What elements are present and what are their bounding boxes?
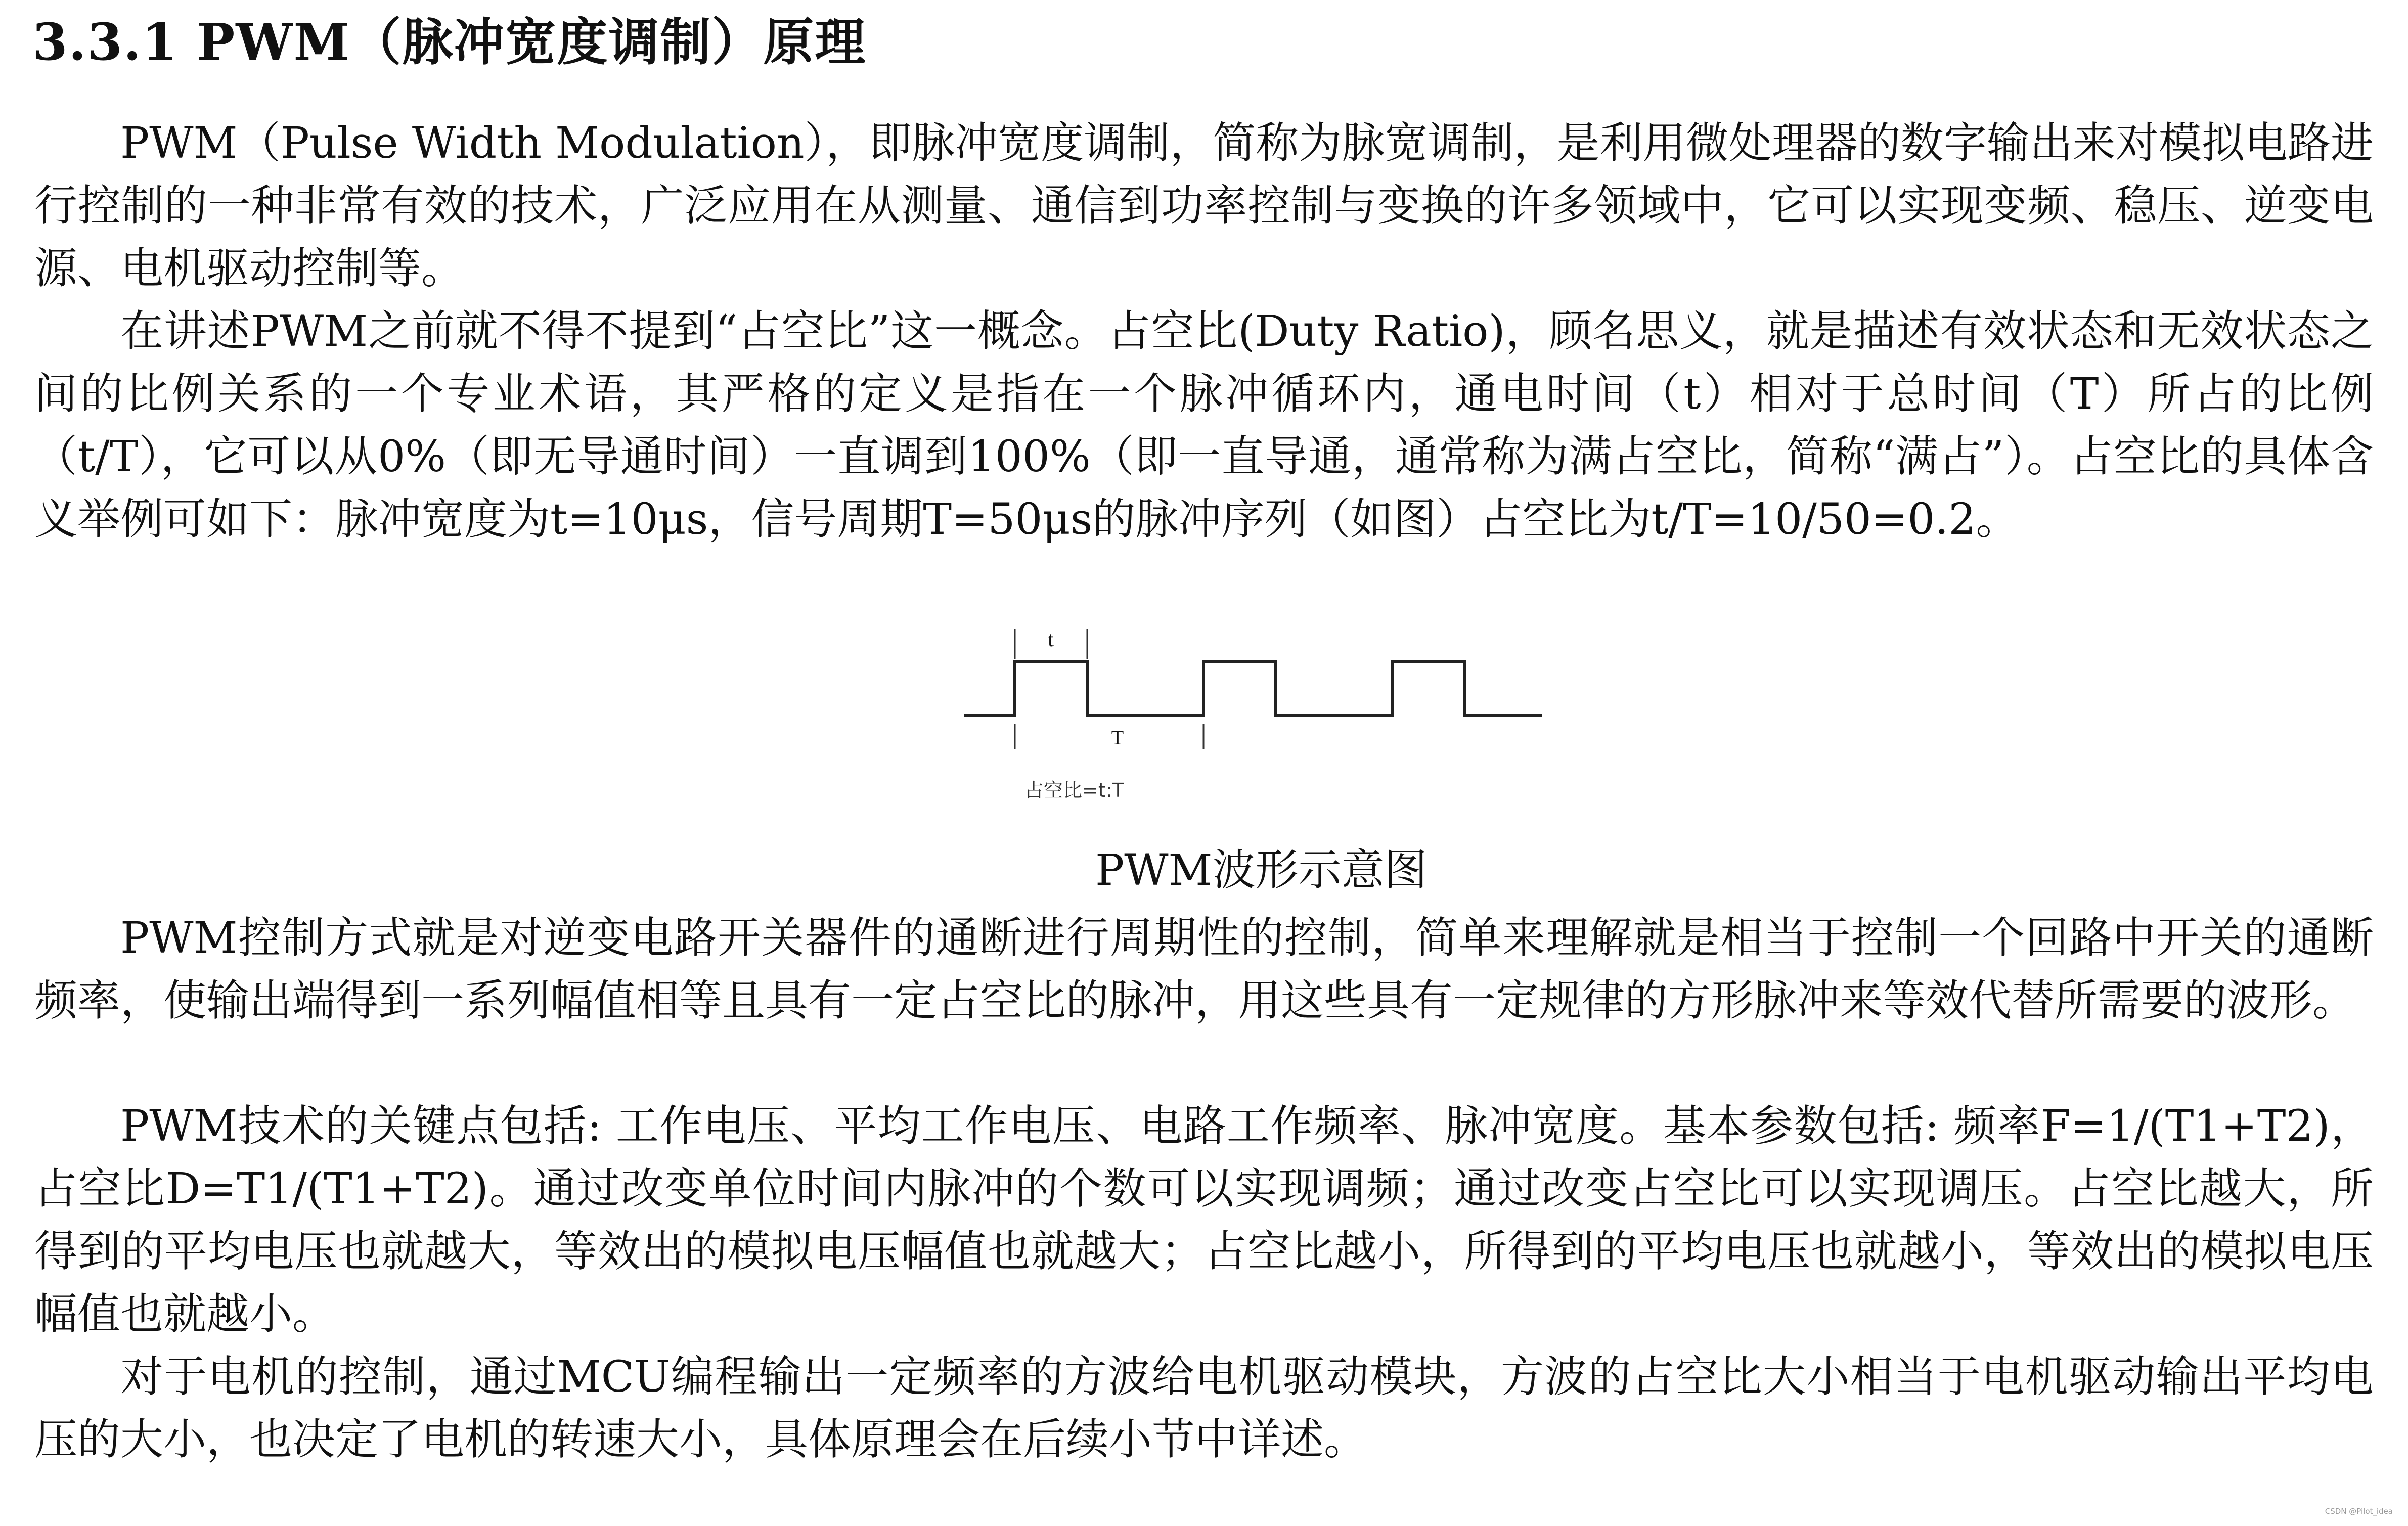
figure-caption: PWM波形示意图 (1095, 845, 1428, 895)
paragraph-pwm-parameters: PWM技术的关键点包括: 工作电压、平均工作电压、电路工作频率、脉冲宽度。基本参数包括: 频率F=1/(T1+T2)，占空比D=T1/(T1+T2)。通过改变单位时间内脉冲的个数可以实现调频；通过改变占空比可以实现调压。占空比越大，所得到的平均电压也就越大，等效出的模拟电压幅值也就越大；占空比越小，所得到的平均电压也就越小，等效出的模拟电压幅值也就越小。 (34, 1101, 2374, 1339)
pwm-waveform-diagram (951, 625, 1547, 807)
label-duty-ratio: 占空比=t:T (1024, 779, 1124, 801)
label-period: T (1111, 726, 1124, 749)
paragraph-pwm-intro: PWM（Pulse Width Modulation），即脉冲宽度调制，简称为脉宽调制，是利用微处理器的数字输出来对模拟电路进行控制的一种非常有效的技术，广泛应用在从测量、通信到功率控制与变换的许多领域中，它可以实现变频、稳压、逆变电源、电机驱动控制等。 (34, 118, 2374, 294)
paragraph-pwm-control: PWM控制方式就是对逆变电路开关器件的通断进行周期性的控制，简单来理解就是相当于控制一个回路中开关的通断频率，使输出端得到一系列幅值相等且具有一定占空比的脉冲，用这些具有一定规律的方形脉冲来等效代替所需要的波形。 (34, 913, 2374, 1026)
section-heading: 3.3.1 PWM（脉冲宽度调制）原理 (32, 12, 867, 72)
paragraph-motor-control: 对于电机的控制，通过MCU编程输出一定频率的方波给电机驱动模块，方波的占空比大小相当于电机驱动输出平均电压的大小，也决定了电机的转速大小，具体原理会在后续小节中详述。 (34, 1352, 2374, 1465)
pwm-waveform (964, 661, 1542, 716)
paragraph-duty-ratio: 在讲述PWM之前就不得不提到“占空比”这一概念。占空比(Duty Ratio)，顾名思义，就是描述有效状态和无效状态之间的比例关系的一个专业术语，其严格的定义是指在一个脉冲循环内，通电时间（t）相对于总时间（T）所占的比例（t/T），它可以从0%（即无导通时间）一直调到100%（即一直导通，通常称为满占空比，简称“满占”）。占空比的具体含义举例可如下：脉冲宽度为t=10μs，信号周期T=50μs的脉冲序列（如图）占空比为t/T=10/50=0.2。 (34, 306, 2374, 545)
pwm-waveform-figure (951, 625, 1547, 807)
watermark: CSDN @Pilot_idea (2325, 1507, 2393, 1516)
label-t: t (1048, 628, 1054, 651)
